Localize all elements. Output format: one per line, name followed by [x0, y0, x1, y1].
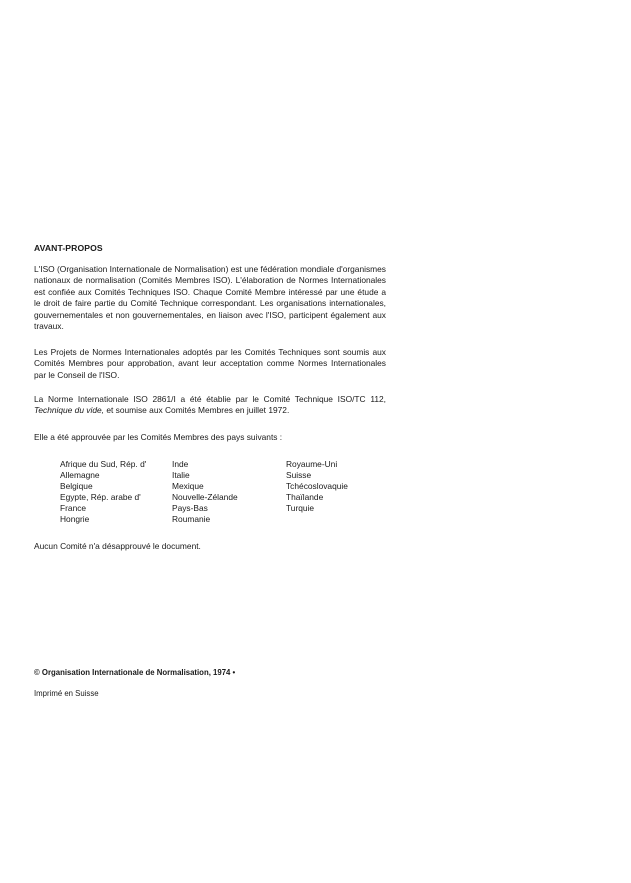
paragraph-standard-origin-part2: et soumise aux Comités Membres en juillet 1972.	[104, 405, 290, 416]
committee-title: Technique du vide,	[34, 405, 105, 416]
country-item: Pays-Bas	[172, 503, 208, 513]
country-column-2	[172, 459, 238, 525]
country-item: Thaïlande	[286, 492, 324, 502]
printed-in-notice: Imprimé en Suisse	[34, 689, 99, 698]
paragraph-standard-origin	[34, 394, 386, 417]
paragraph-iso-description: L'ISO (Organisation Internationale de Normalisation) est une fédération mondiale d'organismes nationaux de normalisation (Comités Membres ISO). L'élaboration de Normes Internationales est confiée aux Comités Techniques ISO. Chaque Comité Membre intéressé par une étude a le droit de faire partie du Comité Technique correspondant. Les organisations internationales, gouvernementales et non gouvernementales, en liaison avec l'ISO, participent également aux travaux.	[34, 264, 386, 332]
country-item: Mexique	[172, 481, 204, 491]
country-item: Nouvelle-Zélande	[172, 492, 238, 502]
country-column-1	[60, 459, 146, 525]
country-item: Suisse	[286, 470, 312, 480]
country-item: Turquie	[286, 503, 315, 513]
country-item: Royaume-Uni	[286, 459, 338, 469]
country-item: Tchécoslovaquie	[286, 481, 348, 491]
section-heading: AVANT-PROPOS	[34, 243, 103, 253]
country-item: Afrique du Sud, Rép. d'	[60, 459, 147, 469]
paragraph-draft-standards: Les Projets de Normes Internationales adoptés par les Comités Techniques sont soumis aux Comités Membres pour approbation, avant leur acceptation comme Normes Internationales par le Conseil de l'ISO.	[34, 347, 386, 380]
country-item: Allemagne	[60, 470, 100, 480]
copyright-notice: © Organisation Internationale de Normalisation, 1974 •	[34, 668, 236, 677]
paragraph-standard-origin-part1: La Norme Internationale ISO 2861/I a été établie par le Comité Technique ISO/TC 112,	[34, 394, 386, 404]
country-item: Hongrie	[60, 514, 90, 524]
country-item: Italie	[172, 470, 190, 480]
paragraph-approval-intro: Elle a été approuvée par les Comités Membres des pays suivants :	[34, 432, 283, 442]
country-item: Inde	[172, 459, 189, 469]
paragraph-no-disapproval: Aucun Comité n'a désapprouvé le document.	[34, 541, 201, 551]
country-item: Belgique	[60, 481, 93, 491]
country-item: Roumanie	[172, 514, 211, 524]
country-item: Egypte, Rép. arabe d'	[60, 492, 141, 502]
country-column-3	[286, 459, 348, 514]
country-item: France	[60, 503, 87, 513]
